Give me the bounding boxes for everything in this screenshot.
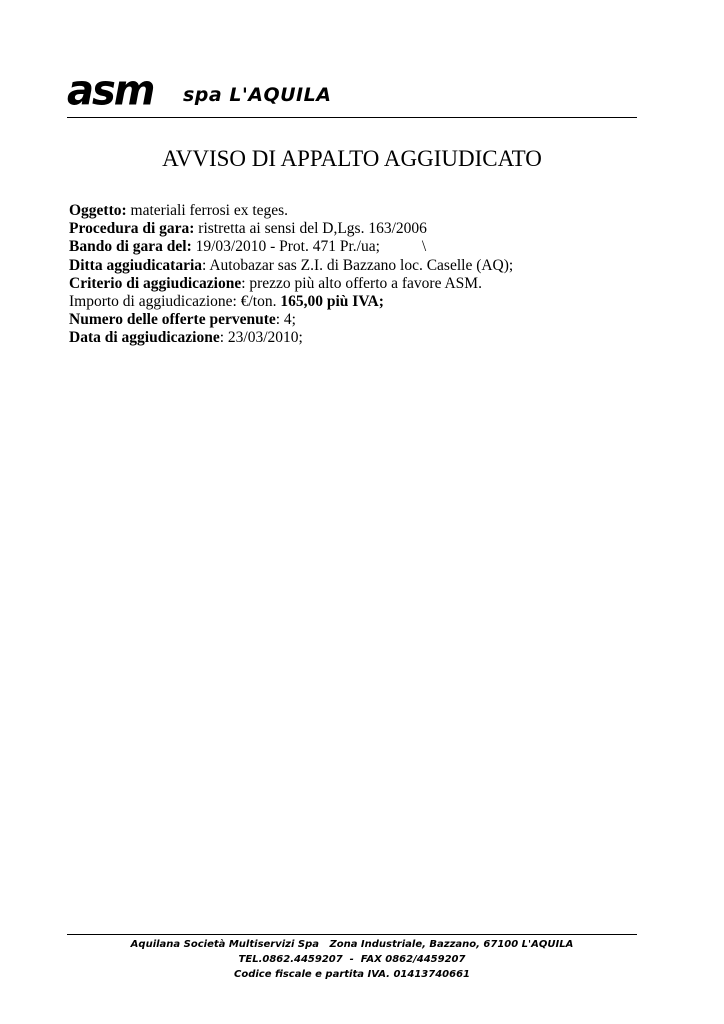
field-procedura — [69, 220, 629, 238]
field-label: Bando di gara del: — [69, 238, 192, 256]
letterhead — [67, 62, 637, 118]
footer-phone: TEL.0862.4459207 - FAX 0862/4459207 — [238, 954, 466, 965]
field-value: : 23/03/2010; — [219, 329, 303, 347]
field-value: : prezzo più alto offerto a favore ASM. — [241, 274, 482, 292]
field-bando — [69, 238, 629, 256]
field-importo — [69, 293, 629, 311]
trailing-mark: \ — [421, 238, 427, 256]
company-name: spa L'AQUILA — [183, 84, 332, 106]
field-numero-offerte — [69, 311, 629, 329]
field-label: Procedura di gara: — [69, 220, 195, 238]
notice-body — [69, 202, 629, 348]
field-label: Criterio di aggiudicazione — [69, 274, 242, 292]
field-ditta — [69, 257, 629, 275]
importo-amount: 165,00 più IVA; — [280, 292, 384, 310]
field-label: Numero delle offerte pervenute — [69, 311, 276, 329]
footer-divider — [67, 934, 637, 935]
field-oggetto — [69, 202, 629, 220]
field-label: Oggetto: — [69, 202, 127, 219]
field-label: Ditta aggiudicataria — [69, 256, 203, 274]
footer-tax-id: Codice fiscale e partita IVA. 01413740661 — [233, 969, 471, 980]
field-criterio — [69, 275, 629, 293]
field-data-aggiudicazione — [69, 329, 629, 347]
importo-prefix: Importo di aggiudicazione: €/ton. — [69, 292, 281, 310]
footer-address: Aquilana Società Multiservizi Spa Zona Industriale, Bazzano, 67100 L'AQUILA — [130, 939, 574, 950]
field-value: : Autobazar sas Z.I. di Bazzano loc. Caselle (AQ); — [202, 256, 514, 274]
field-value: 19/03/2010 - Prot. 471 Pr./ua; — [191, 238, 380, 256]
header-divider — [67, 117, 637, 118]
field-value: materiali ferrosi ex teges. — [126, 202, 289, 219]
footer — [67, 937, 637, 982]
field-value: ristretta ai sensi del D,Lgs. 163/2006 — [194, 220, 427, 238]
company-logo: asm — [67, 66, 154, 116]
field-label: Data di aggiudicazione — [69, 329, 220, 347]
document-title: AVVISO DI APPALTO AGGIUDICATO — [162, 146, 542, 171]
field-value: : 4; — [275, 311, 296, 329]
